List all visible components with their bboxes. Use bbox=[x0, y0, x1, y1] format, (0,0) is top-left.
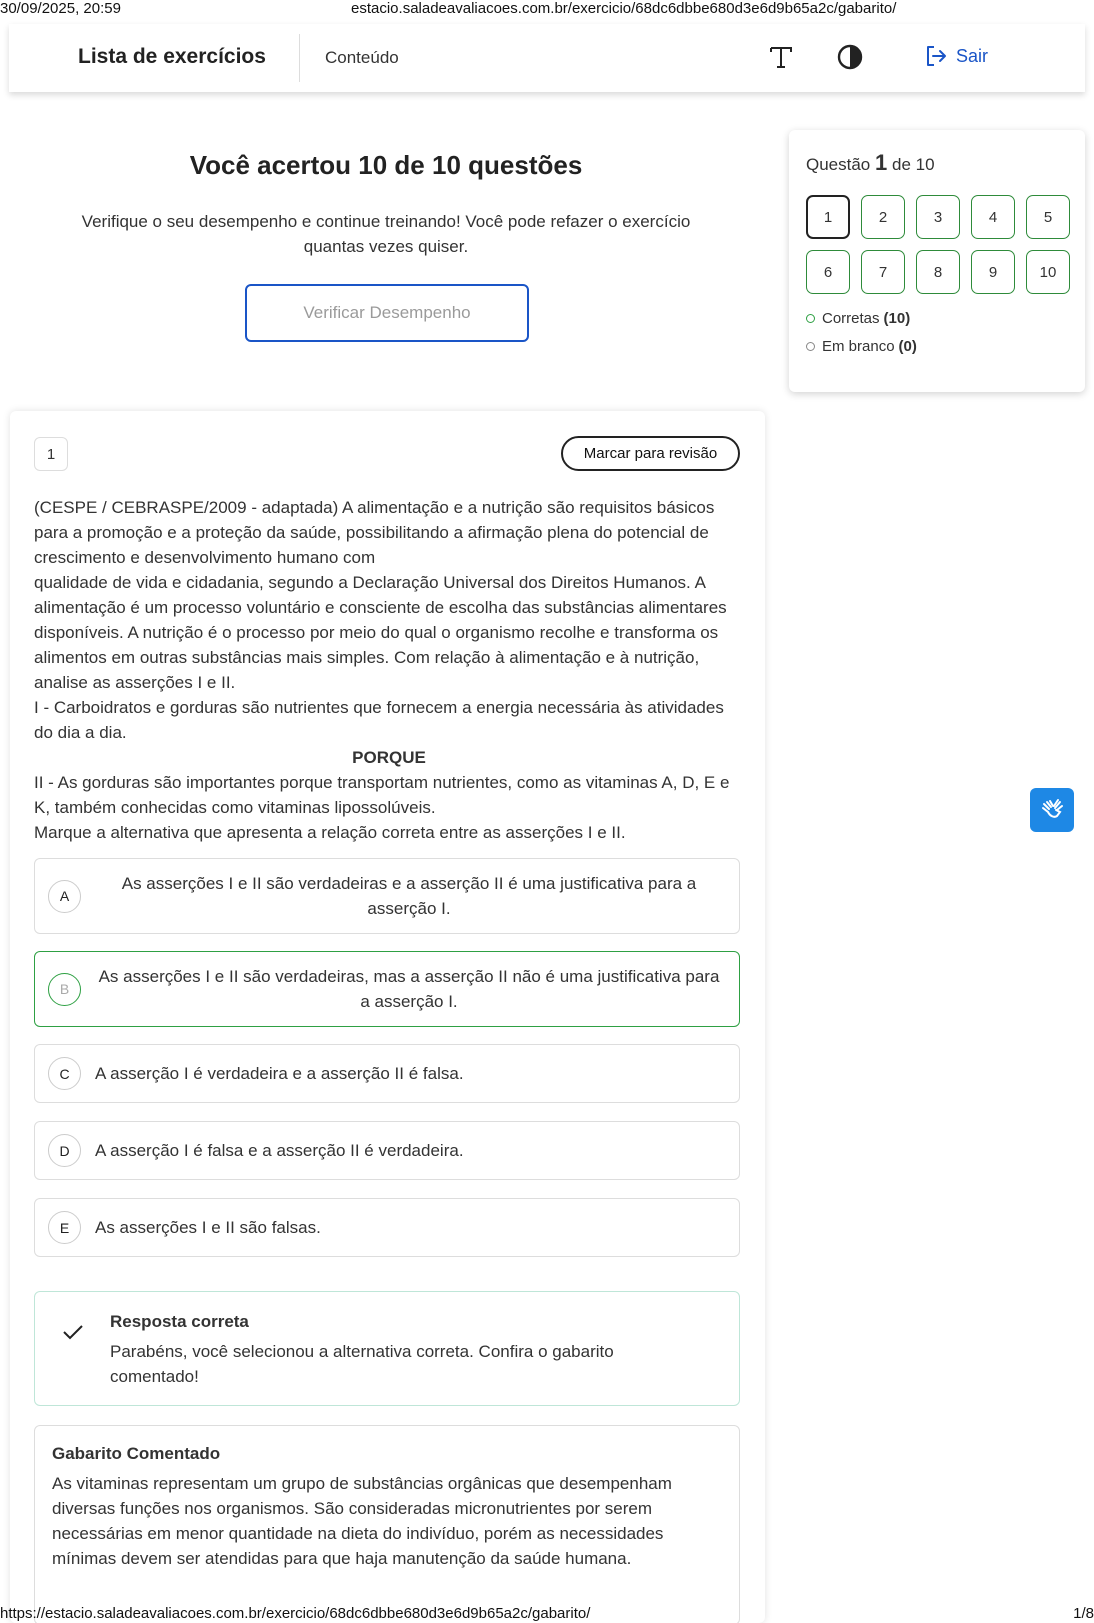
legend-blank bbox=[806, 338, 917, 355]
statement-paragraph: qualidade de vida e cidadania, segundo a Declaração Universal dos Direitos Humanos. A alimentação é um processo voluntário e consciente de escolha das substâncias alimentares disponíveis. A nutrição é o processo por meio do qual o organismo recolhe e transforma os alimentos em outras substâncias mais simples. Com relação à alimentação e à nutrição, analise as asserções I e II. bbox=[34, 573, 727, 692]
alternative-text: A asserção I é verdadeira e a asserção II é falsa. bbox=[95, 1064, 464, 1083]
question-button[interactable]: 1 bbox=[806, 195, 850, 239]
print-footer bbox=[0, 1605, 1094, 1623]
answer-commentary bbox=[34, 1425, 740, 1623]
contrast-button[interactable] bbox=[835, 42, 865, 72]
logout-button[interactable] bbox=[924, 44, 988, 68]
top-navbar bbox=[9, 24, 1085, 92]
alternative-letter: B bbox=[48, 973, 81, 1006]
mark-for-review-button[interactable]: Marcar para revisão bbox=[561, 436, 740, 471]
question-button[interactable]: 5 bbox=[1026, 195, 1070, 239]
question-button[interactable]: 2 bbox=[861, 195, 905, 239]
alternative-text: As asserções I e II são verdadeiras, mas a asserção II não é uma justificativa para a asserção I. bbox=[98, 967, 720, 1011]
navigator-prefix: Questão bbox=[806, 155, 871, 174]
result-subtitle: Verifique o seu desempenho e continue treinando! Você pode refazer o exercício quantas vezes quiser. bbox=[81, 212, 691, 256]
navigator-current: 1 bbox=[875, 150, 888, 175]
legend-blank-count: (0) bbox=[898, 338, 917, 355]
alternative-a[interactable] bbox=[34, 858, 740, 934]
sign-language-hands-icon bbox=[1038, 796, 1066, 824]
alternative-letter: E bbox=[48, 1211, 81, 1244]
question-button[interactable]: 6 bbox=[806, 250, 850, 294]
alternative-b[interactable] bbox=[34, 951, 740, 1027]
font-size-button[interactable] bbox=[766, 42, 796, 72]
question-button[interactable]: 9 bbox=[971, 250, 1015, 294]
feedback-title: Resposta correta bbox=[110, 1312, 249, 1331]
question-navigator bbox=[789, 130, 1085, 392]
alternative-text: As asserções I e II são verdadeiras e a asserção II é uma justificativa para a asserção I. bbox=[121, 874, 697, 918]
print-footer-url: https://estacio.saladeavaliacoes.com.br/exercicio/68dc6dbbe680d3e6d9b65a2c/gabarito/ bbox=[0, 1605, 591, 1622]
question-grid bbox=[806, 195, 1070, 294]
question-number: 1 bbox=[34, 437, 68, 471]
statement-paragraph: (CESPE / CEBRASPE/2009 - adaptada) A alimentação e a nutrição são requisitos básicos para a promoção e a proteção da saúde, possibilitando a afirmação plena do potencial de crescimento e desenvolvimento humano com bbox=[34, 498, 715, 567]
question-button[interactable]: 10 bbox=[1026, 250, 1070, 294]
alternative-letter: A bbox=[48, 880, 81, 913]
question-button[interactable]: 4 bbox=[971, 195, 1015, 239]
font-size-icon bbox=[766, 42, 796, 72]
alternative-c[interactable] bbox=[34, 1044, 740, 1103]
navigator-title bbox=[806, 150, 935, 176]
question-button[interactable]: 8 bbox=[916, 250, 960, 294]
question-button[interactable]: 7 bbox=[861, 250, 905, 294]
statement-paragraph: II - As gorduras são importantes porque transportam nutrientes, como as vitaminas A, D, E e K, também conhecidas como vitaminas lipossolúveis. bbox=[34, 773, 730, 817]
alternative-text: A asserção I é falsa e a asserção II é verdadeira. bbox=[95, 1141, 464, 1160]
statement-paragraph: Marque a alternativa que apresenta a relação correta entre as asserções I e II. bbox=[34, 823, 626, 842]
nav-link-conteudo[interactable]: Conteúdo bbox=[325, 48, 399, 67]
answer-feedback bbox=[34, 1291, 740, 1406]
result-title: Você acertou 10 de 10 questões bbox=[189, 150, 583, 180]
question-card bbox=[10, 411, 765, 1623]
print-page-number: 1/8 bbox=[1073, 1605, 1094, 1622]
alternative-text: As asserções I e II são falsas. bbox=[95, 1218, 321, 1237]
alternative-letter: D bbox=[48, 1134, 81, 1167]
legend-correct bbox=[806, 310, 910, 327]
correct-dot-icon bbox=[806, 314, 815, 323]
feedback-text: Parabéns, você selecionou a alternativa correta. Confira o gabarito comentado! bbox=[110, 1342, 614, 1386]
statement-paragraph: I - Carboidratos e gorduras são nutrientes que fornecem a energia necessária às atividades do dia a dia. bbox=[34, 698, 724, 742]
blank-dot-icon bbox=[806, 342, 815, 351]
legend-correct-count: (10) bbox=[883, 310, 911, 327]
libras-accessibility-button[interactable] bbox=[1030, 788, 1074, 832]
legend-blank-label: Em branco bbox=[822, 338, 895, 355]
question-button[interactable]: 3 bbox=[916, 195, 960, 239]
print-header bbox=[0, 0, 1094, 18]
result-summary bbox=[20, 150, 752, 322]
print-datetime: 30/09/2025, 20:59 bbox=[0, 0, 121, 17]
contrast-icon bbox=[835, 42, 865, 72]
logout-label: Sair bbox=[956, 45, 989, 66]
question-statement bbox=[34, 495, 744, 845]
commentary-title: Gabarito Comentado bbox=[52, 1444, 221, 1463]
alternative-letter: C bbox=[48, 1057, 81, 1090]
page-title: Lista de exercícios bbox=[78, 45, 266, 68]
commentary-text: As vitaminas representam um grupo de substâncias orgânicas que desempenham diversas funções nos organismos. São consideradas micronutrientes por serem necessárias em menor quantidade na dieta do indivíduo, porém as necessidades mínimas devem ser atendidas para que haja manutenção da saúde humana. bbox=[52, 1474, 672, 1568]
verify-performance-button[interactable]: Verificar Desempenho bbox=[245, 284, 529, 342]
logout-icon bbox=[924, 44, 948, 68]
check-icon bbox=[61, 1320, 85, 1344]
legend-correct-label: Corretas bbox=[822, 310, 880, 327]
print-url: estacio.saladeavaliacoes.com.br/exercicio/68dc6dbbe680d3e6d9b65a2c/gabarito/ bbox=[351, 0, 897, 17]
alternative-d[interactable] bbox=[34, 1121, 740, 1180]
navigator-suffix: de 10 bbox=[891, 155, 935, 174]
statement-connector: PORQUE bbox=[352, 748, 426, 767]
navbar-divider bbox=[299, 34, 300, 82]
alternative-e[interactable] bbox=[34, 1198, 740, 1257]
